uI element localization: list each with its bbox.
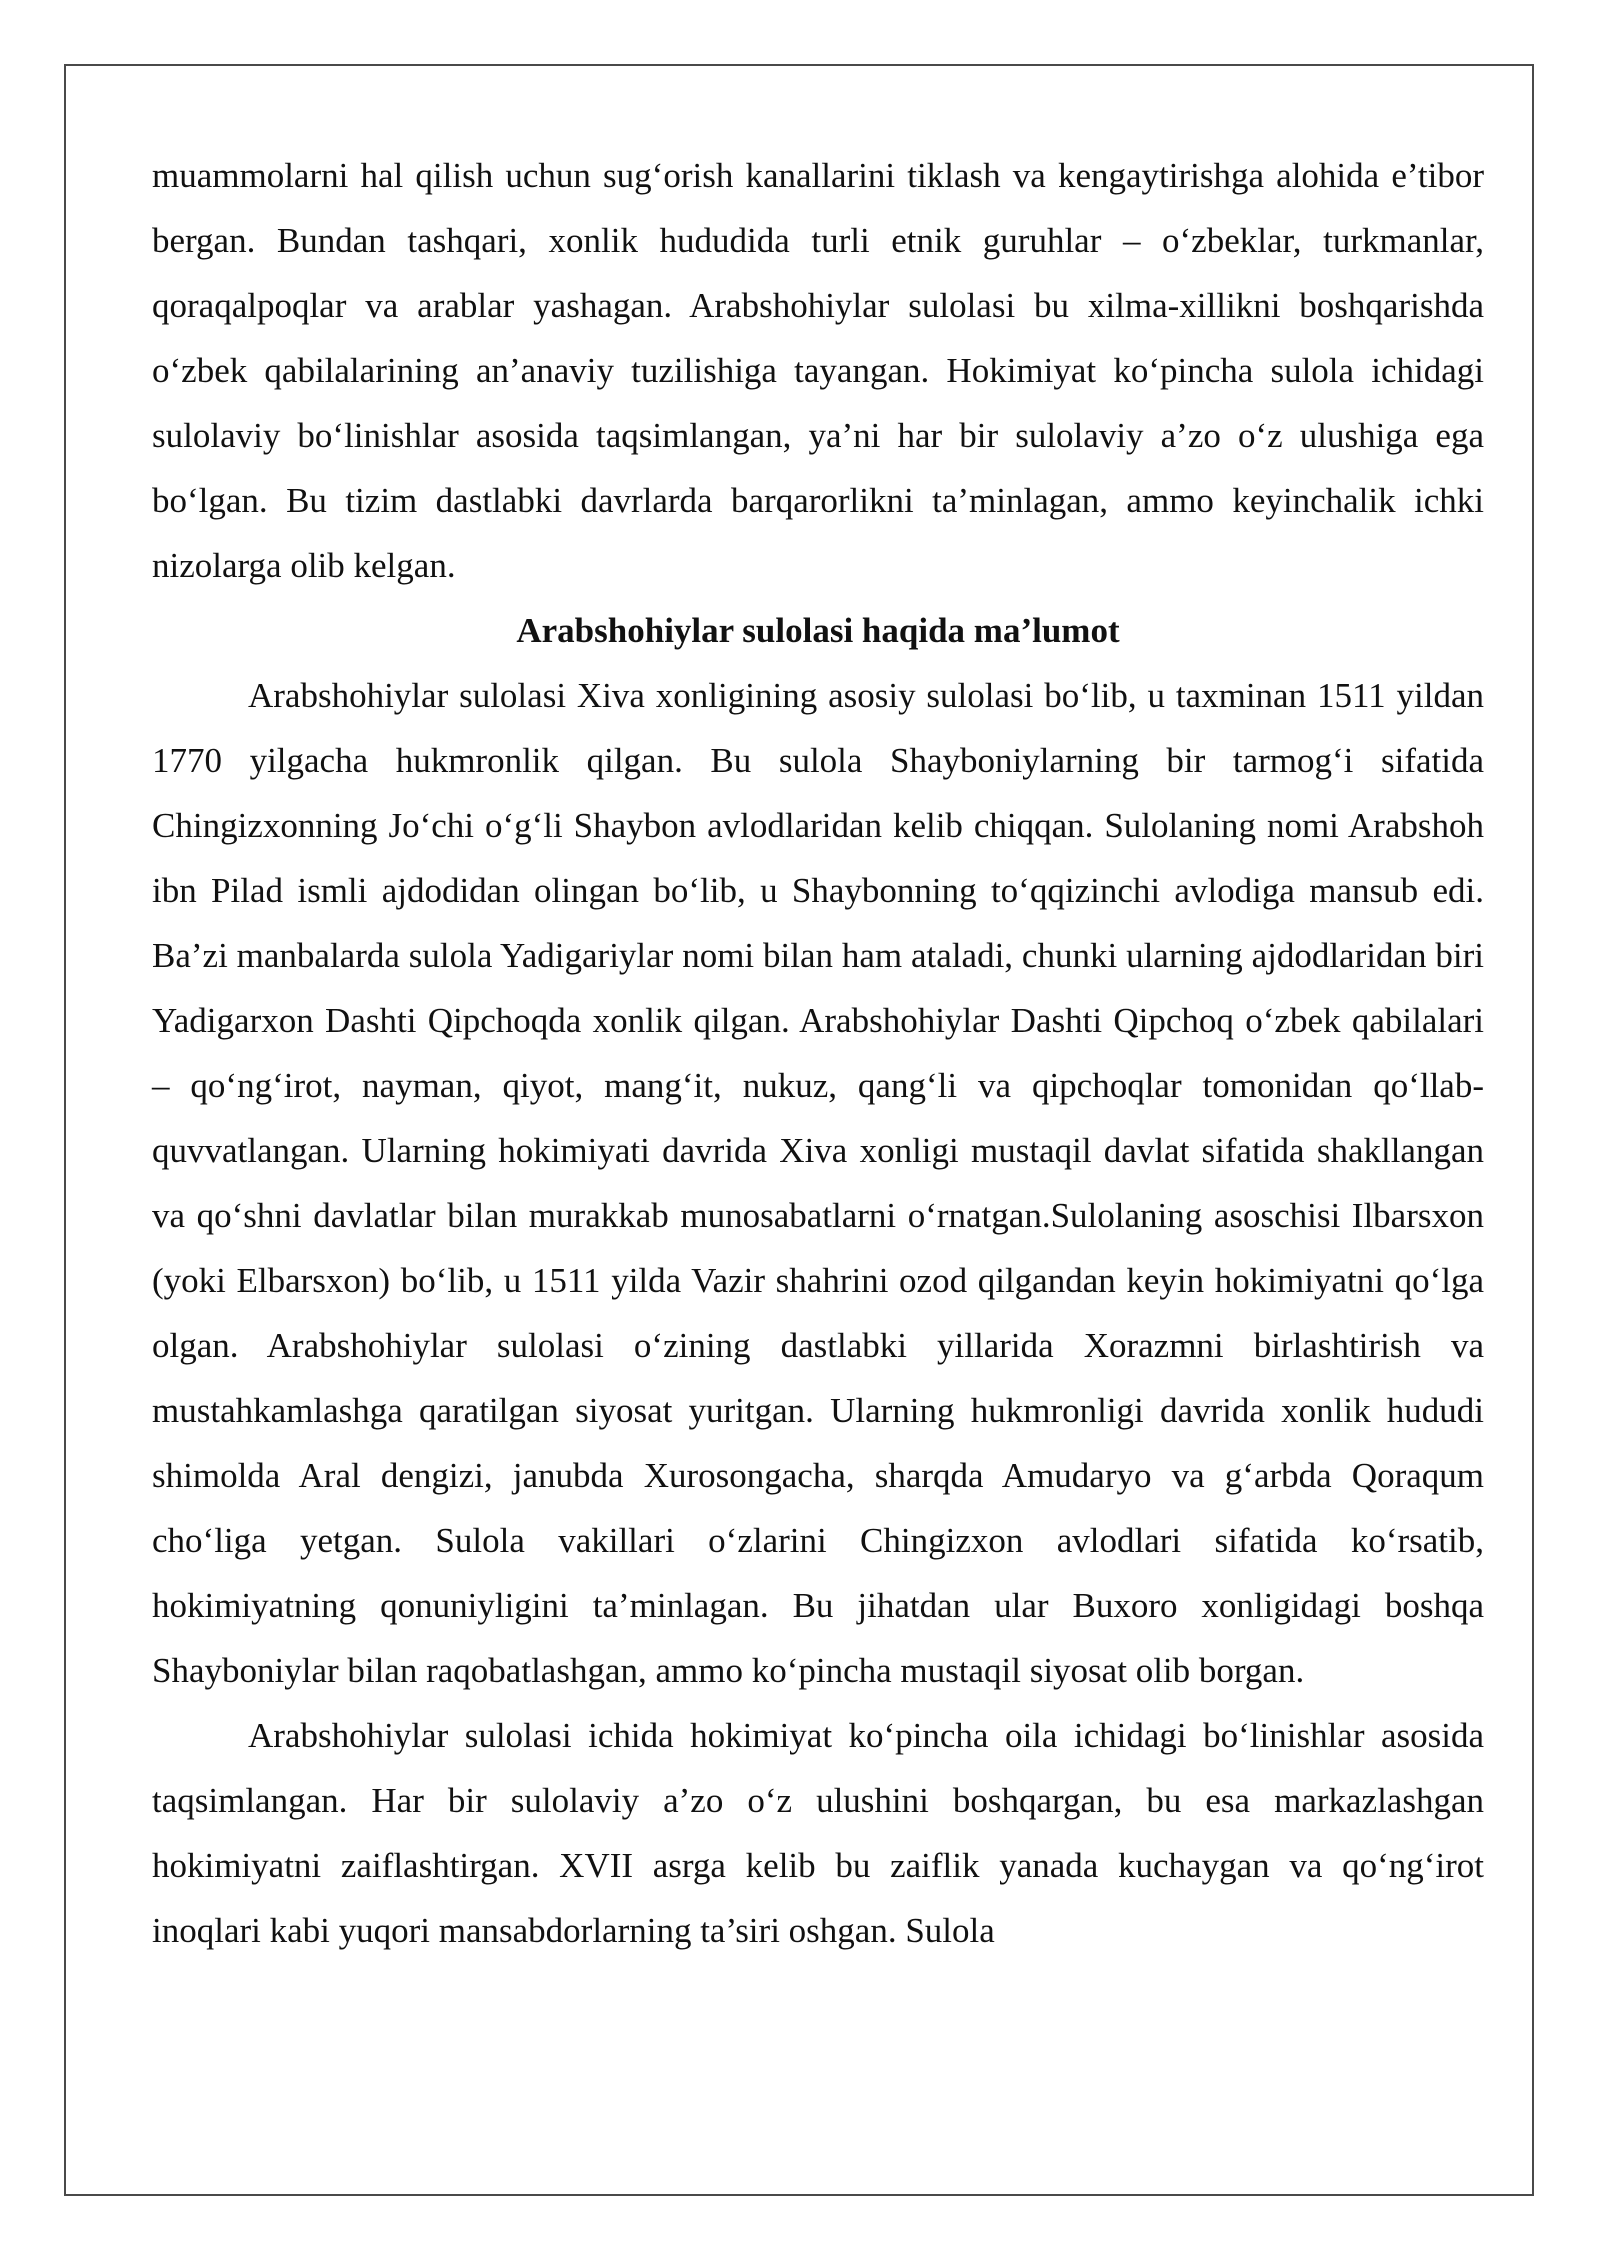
intro-paragraph: muammolarni hal qilish uchun sug‘orish kanallarini tiklash va kengaytirishga alohida e’tibor bergan. Bundan tashqari, xonlik hududida turli etnik guruhlar – o‘zbeklar, turkmanlar, qoraqalpoqlar va arablar yashagan. Arabshohiylar sulolasi bu xilma-xillikni boshqarishda o‘zbek qabilalarining an’anaviy tuzilishiga tayangan. Hokimiyat ko‘pincha sulola ichidagi sulolaviy bo‘linishlar asosida taqsimlangan, ya’ni har bir sulolaviy a’zo o‘z ulushiga ega bo‘lgan. Bu tizim dastlabki davrlarda barqarorlikni ta’minlagan, ammo keyinchalik ichki nizolarga olib kelgan. — [152, 156, 1484, 585]
body-paragraph-1: Arabshohiylar sulolasi Xiva xonligining asosiy sulolasi bo‘lib, u taxminan 1511 yildan 1770 yilgacha hukmronlik qilgan. Bu sulola Shayboniylarning bir tarmog‘i sifatida Chingizxonning Jo‘chi o‘g‘li Shaybon avlodlaridan kelib chiqqan. Sulolaning nomi Arabshoh ibn Pilad ismli ajdodidan olingan bo‘lib, u Shaybonning to‘qqizinchi avlodiga mansub edi. Ba’zi manbalarda sulola Yadigariylar nomi bilan ham ataladi, chunki ularning ajdodlaridan biri Yadigarxon Dashti Qipchoqda xonlik qilgan. Arabshohiylar Dashti Qipchoq o‘zbek qabilalari – qo‘ng‘irot, nayman, qiyot, mang‘it, nukuz, qang‘li va qipchoqlar tomonidan qo‘llab-quvvatlangan. Ularning hokimiyati davrida Xiva xonligi mustaqil davlat sifatida shakllangan va qo‘shni davlatlar bilan murakkab munosabatlarni o‘rnatgan.Sulolaning asoschisi Ilbarsxon (yoki Elbarsxon) bo‘lib, u 1511 yilda Vazir shahrini ozod qilgandan keyin hokimiyatni qo‘lga olgan. Arabshohiylar sulolasi o‘zining dastlabki yillarida Xorazmni birlashtirish va mustahkamlashga qaratilgan siyosat yuritgan. Ularning hukmronligi davrida xonlik hududi shimolda Aral dengizi, janubda Xurosongacha, sharqda Amudaryo va g‘arbda Qoraqum cho‘liga yetgan. Sulola vakillari o‘zlarini Chingizxon avlodlari sifatida ko‘rsatib, hokimiyatning qonuniyligini ta’minlagan. Bu jihatdan ular Buxoro xonligidagi boshqa Shayboniylar bilan raqobatlashgan, ammo ko‘pincha mustaqil siyosat olib borgan. — [152, 676, 1484, 1690]
section-heading: Arabshohiylar sulolasi haqida ma’lumot — [516, 611, 1120, 650]
body-paragraph-2: Arabshohiylar sulolasi ichida hokimiyat ko‘pincha oila ichidagi bo‘linishlar asosida taqsimlangan. Har bir sulolaviy a’zo o‘z ulushini boshqargan, bu esa markazlashgan hokimiyatni zaiflashtirgan. XVII asrga kelib bu zaiflik yanada kuchaygan va qo‘ng‘irot inoqlari kabi yuqori mansabdorlarning ta’siri oshgan. Sulola — [152, 1716, 1484, 1950]
document-body — [152, 143, 1484, 1963]
